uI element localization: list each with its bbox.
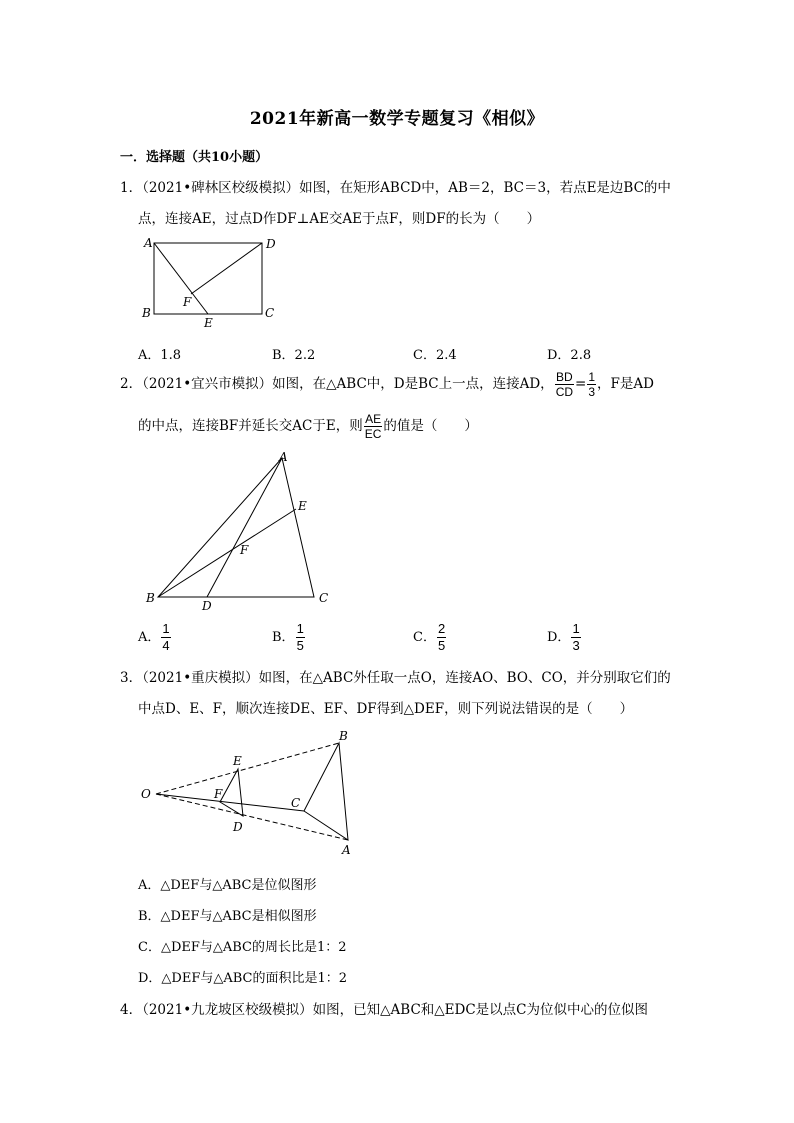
question-3-option-c: C．△DEF与△ABC的周长比是1：2	[138, 940, 347, 955]
question-4-line-1: 4．（2021•九龙坡区校级模拟）如图，已知△ABC和△EDC是以点C为位似中心的位似图	[120, 1002, 649, 1018]
segment-ob	[156, 743, 339, 794]
question-2-option-c: C． $\frac{2}{5}$	[413, 621, 446, 653]
label-f: F	[183, 295, 192, 309]
label-e: E	[233, 754, 242, 768]
question-1-option-b: B．2.2	[272, 348, 316, 363]
question-1-line-2: 点，连接AE，过点D作DF⊥AE交AE于点F，则DF的长为（ ）	[138, 211, 541, 227]
fraction-bd-cd: $\frac{BD}{CD}$	[555, 370, 574, 399]
label-c: C	[319, 591, 329, 605]
question-3-line-2: 中点D、E、F，顺次连接DE、EF、DF得到△DEF，则下列说法错误的是（ ）	[138, 701, 634, 717]
question-2-figure	[140, 448, 340, 616]
label-f: F	[240, 543, 249, 557]
question-1-line-1: 1．（2021•碑林区校级模拟）如图，在矩形ABCD中，AB＝2，BC＝3，若点E是边BC的中	[120, 180, 671, 196]
label-o: O	[141, 787, 151, 801]
question-2-line-2: 的中点，连接BF并延长交AC于E，则 $\frac{AE}{EC}$ 的值是（ ）	[138, 412, 478, 441]
document-title: 2021年新高一数学专题复习《相似》	[249, 109, 545, 129]
label-b: B	[142, 306, 151, 320]
label-b: B	[146, 591, 155, 605]
question-2-line-1: 2．（2021•宜兴市模拟）如图，在△ABC中，D是BC上一点，连接AD， $\frac{BD}{CD}$ = $\frac{1}{3}$ ，F是AD	[120, 370, 654, 399]
rectangle-abcd	[154, 243, 262, 314]
question-1-figure	[135, 232, 285, 332]
question-3-option-a: A．△DEF与△ABC是位似图形	[138, 878, 317, 893]
label-a: A	[144, 236, 153, 250]
fraction-one-third: $\frac{1}{3}$	[588, 370, 596, 399]
segment-ad	[207, 458, 282, 597]
label-e: E	[204, 316, 213, 330]
question-1-option-a: A．1.8	[138, 348, 182, 363]
label-f: F	[214, 787, 223, 801]
segment-oa	[156, 794, 348, 840]
segment-ae	[154, 243, 208, 314]
triangle-def	[220, 769, 243, 816]
label-e: E	[298, 499, 307, 513]
label-d: D	[266, 237, 276, 251]
label-d: D	[202, 599, 212, 613]
section-heading: 一．选择题（共10小题）	[120, 150, 269, 165]
question-2-option-d: D． $\frac{1}{3}$	[547, 621, 580, 653]
fraction-ae-ec: $\frac{AE}{EC}$	[364, 412, 382, 441]
question-2-option-b: B． $\frac{1}{5}$	[272, 621, 304, 653]
segment-be	[158, 509, 296, 597]
question-3-figure	[136, 725, 368, 860]
question-1-option-d: D．2.8	[547, 348, 592, 363]
label-a: A	[279, 450, 288, 464]
question-3-option-d: D．△DEF与△ABC的面积比是1：2	[138, 971, 348, 986]
label-d: D	[233, 820, 243, 834]
question-2-option-a: A． $\frac{1}{4}$	[138, 621, 170, 653]
triangle-abc	[304, 743, 348, 840]
triangle-abc	[158, 458, 314, 597]
label-c: C	[265, 306, 275, 320]
question-1-option-c: C．2.4	[413, 348, 457, 363]
segment-df	[191, 243, 262, 294]
label-c: C	[291, 796, 301, 810]
label-a: A	[342, 843, 351, 857]
question-3-option-b: B．△DEF与△ABC是相似图形	[138, 909, 317, 924]
label-b: B	[339, 729, 348, 743]
question-3-line-1: 3．（2021•重庆模拟）如图，在△ABC外任取一点O，连接AO、BO、CO，并分别取它们的	[120, 670, 671, 686]
